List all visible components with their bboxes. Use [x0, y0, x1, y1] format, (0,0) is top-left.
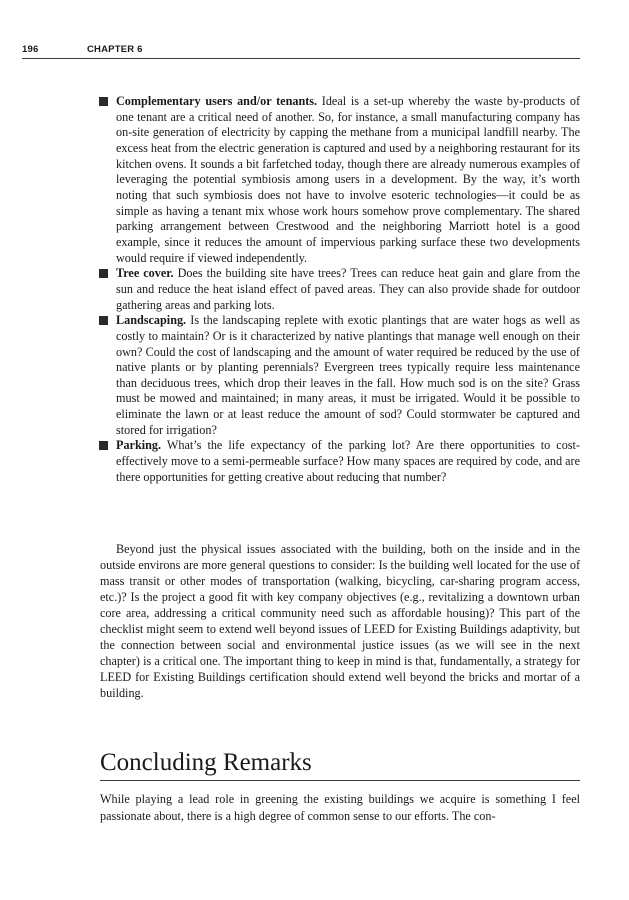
bullet-text: Is the landscaping replete with exotic plantings that are water hogs as well as costly to maintain? Or is it characterized by native plantings that manage well enough on their own? Could the cost of landscaping and the amount of water required be reduced by the use of native plants or by planting perennials? Evergreen trees typically require less maintenance than deciduous trees, which drop their leaves in the fall. How much sod is on the site? Grass must be mowed and maintained; in many areas, it must be irrigated. Would it be possible to eliminate the lawn or at least reduce the amount of sod? Could stormwater be captured and stored for irrigation?	[116, 313, 580, 437]
bullet-text: What’s the life expectancy of the parking lot? Are there opportunities to cost-effectively move to a semi-permeable surface? How many spaces are required by code, and are there opportunities for getting creative about reducing that number?	[116, 438, 580, 484]
bullet-item-tree-cover	[99, 266, 580, 313]
closing-paragraph: While playing a lead role in greening the existing buildings we acquire is something I feel passionate about, there is a high degree of common sense to our efforts. The con-	[100, 792, 580, 823]
bullet-list	[99, 94, 580, 485]
square-bullet-icon	[99, 441, 108, 450]
running-header	[22, 40, 580, 59]
bullet-text: Does the building site have trees? Trees can reduce heat gain and glare from the sun and reduce the heat island effect of paved areas. They can also provide shade for outdoor gathering areas and parking lots.	[116, 266, 581, 312]
bullet-item-landscaping	[99, 313, 580, 438]
page-number: 196	[22, 44, 39, 55]
square-bullet-icon	[99, 97, 108, 106]
bullet-text: Ideal is a set-up whereby the waste by-products of one tenant are a critical need of another. So, for instance, a small manufacturing company has on-site generation of electricity by capping the methane from a municipal landfill nearby. The excess heat from the electric generation is captured and used by a neighboring restaurant for its kitchen ovens. It sounds a bit farfetched today, though there are already numerous examples of leveraging the potential symbiosis among users in a development. By the way, it’s worth noting that such symbiosis does not have to involve esoteric technologies—it could be as simple as having a tenant mix whose work hours somehow prove complementary. The shared parking arrangement between Crestwood and the neighboring Marriott hotel is a good example, since it reduces the amount of impervious parking surface these two developments would require if viewed independently.	[116, 94, 580, 265]
section-heading: Concluding Remarks	[100, 748, 580, 781]
bullet-lead: Tree cover.	[116, 266, 174, 281]
bullet-lead: Parking.	[116, 438, 162, 453]
bullet-item-parking	[99, 438, 580, 485]
square-bullet-icon	[99, 316, 108, 325]
chapter-label: CHAPTER 6	[87, 44, 143, 55]
bullet-lead: Landscaping.	[116, 313, 187, 328]
bullet-lead: Complementary users and/or tenants.	[116, 94, 318, 108]
body-paragraph: Beyond just the physical issues associated with the building, both on the inside and in the outside environs are more general questions to consider: Is the building well located for the use of mass transit or other modes of transportation (walking, bicycling, car-sharing program access, etc.)? Is the project a good fit with key company objectives (e.g., revitalizing a downtown urban core area, addressing a critical community need such as affordable housing)? This part of the checklist might seem to extend well beyond issues of LEED for Existing Buildings adaptivity, but the connection between social and environmental justice issues (as we will see in the next chapter) is a critical one. The important thing to keep in mind is that, fundamentally, a strategy for LEED for Existing Buildings certification should extend well beyond the bricks and mortar of a building.	[100, 542, 580, 700]
square-bullet-icon	[99, 269, 108, 278]
bullet-item-complementary-users	[99, 94, 580, 266]
